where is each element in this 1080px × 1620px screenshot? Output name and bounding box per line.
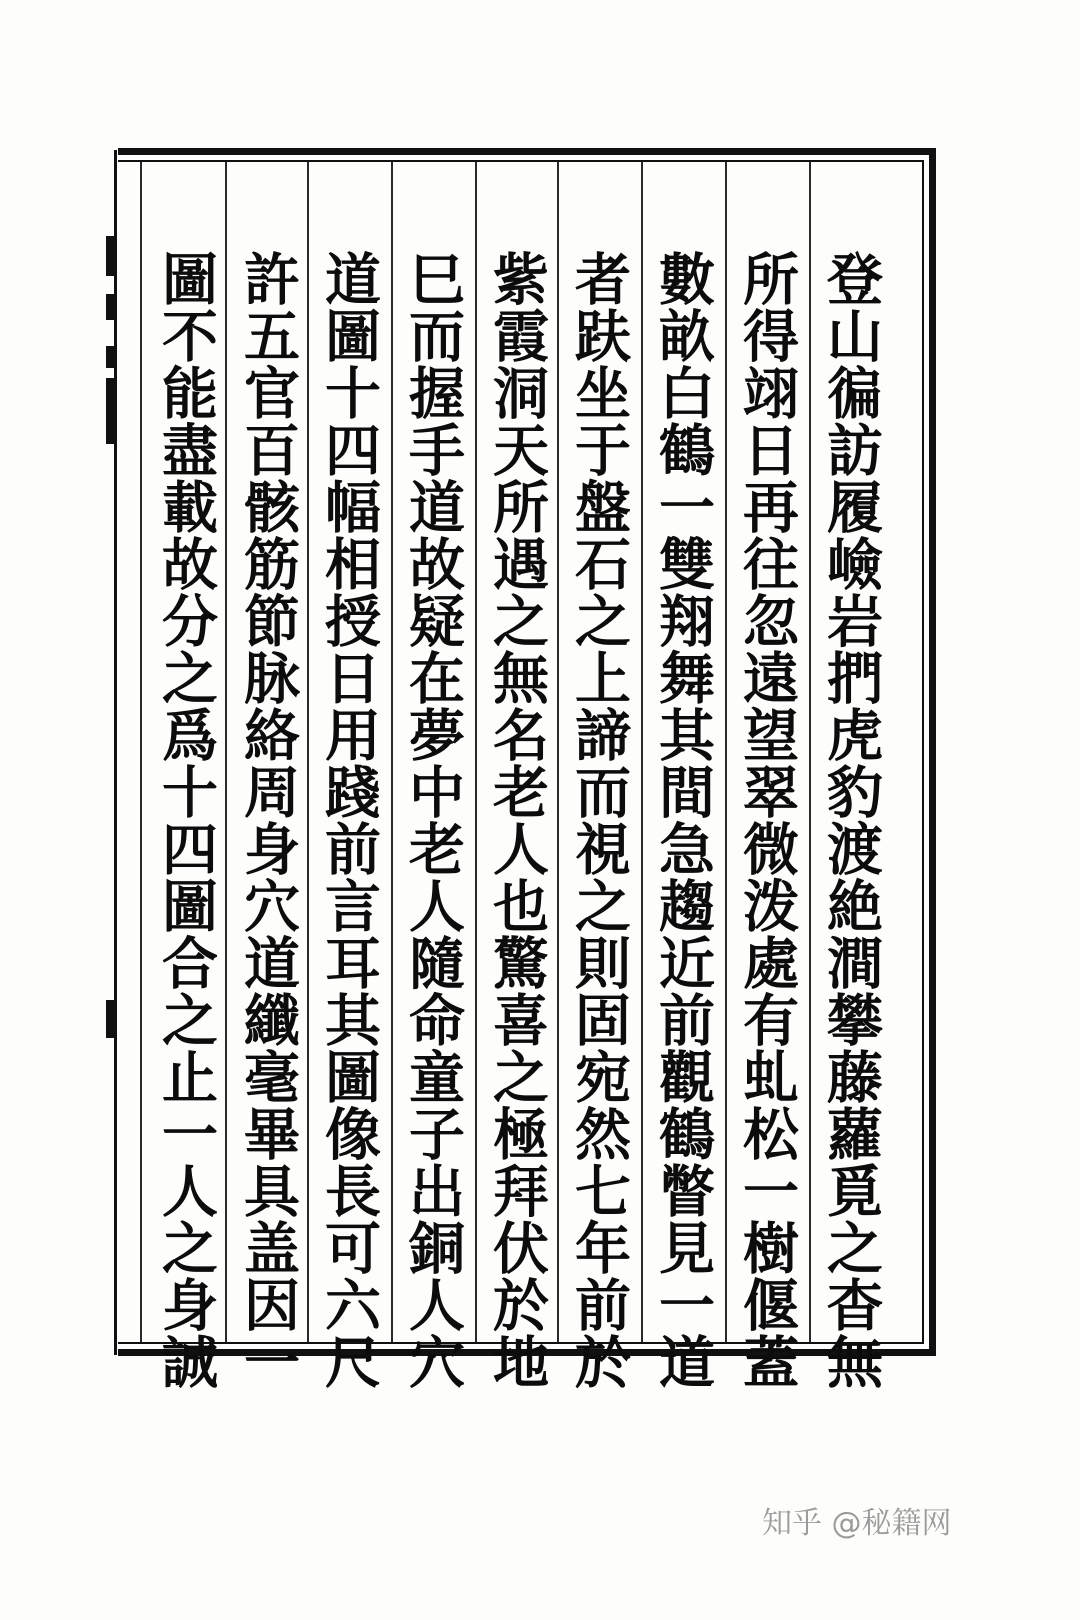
fold-strip-mark <box>106 294 116 320</box>
page-border-left <box>114 150 117 1355</box>
column-rule <box>475 162 477 1342</box>
text-column-9: 圖不能盡載故分之爲十四圖合之止一人之身誠 <box>153 250 219 1390</box>
text-column-1: 登山徧訪履嶮岩捫虎豹渡絶澗攀藤蘿覓之杳無 <box>818 250 884 1390</box>
column-rule <box>557 162 559 1342</box>
column-rule <box>641 162 643 1342</box>
fold-strip-mark <box>106 236 116 276</box>
text-column-7: 道圖十四幅相授日用踐前言耳其圖像長可六尺 <box>316 250 382 1390</box>
column-rule <box>391 162 393 1342</box>
text-column-6: 巳而握手道故疑在夢中老人隨命童子出銅人穴 <box>400 250 466 1390</box>
column-rule <box>225 162 227 1342</box>
fold-strip-mark <box>106 1000 116 1038</box>
column-rule <box>725 162 727 1342</box>
fold-strip-mark <box>106 378 116 444</box>
text-column-4: 者趺坐于盤石之上諦而視之則固宛然七年前於 <box>566 250 632 1390</box>
text-column-2: 所得翊日再往忽遠望翠微泼處有虬松一樹偃蓋 <box>734 250 800 1390</box>
text-column-3: 數畝白鶴一雙翔舞其間急趨近前觀鶴瞥見一道 <box>650 250 716 1390</box>
text-column-8: 許五官百骸筋節脉絡周身穴道纖毫畢具盖因一 <box>235 250 301 1390</box>
text-column-5: 紫霞洞天所遇之無名老人也驚喜之極拜伏於地 <box>484 250 550 1390</box>
column-rule <box>307 162 309 1342</box>
fold-strip-mark <box>106 346 116 368</box>
watermark: 知乎 @秘籍网 <box>762 1506 952 1541</box>
column-rule <box>809 162 811 1342</box>
column-rule <box>140 162 142 1342</box>
